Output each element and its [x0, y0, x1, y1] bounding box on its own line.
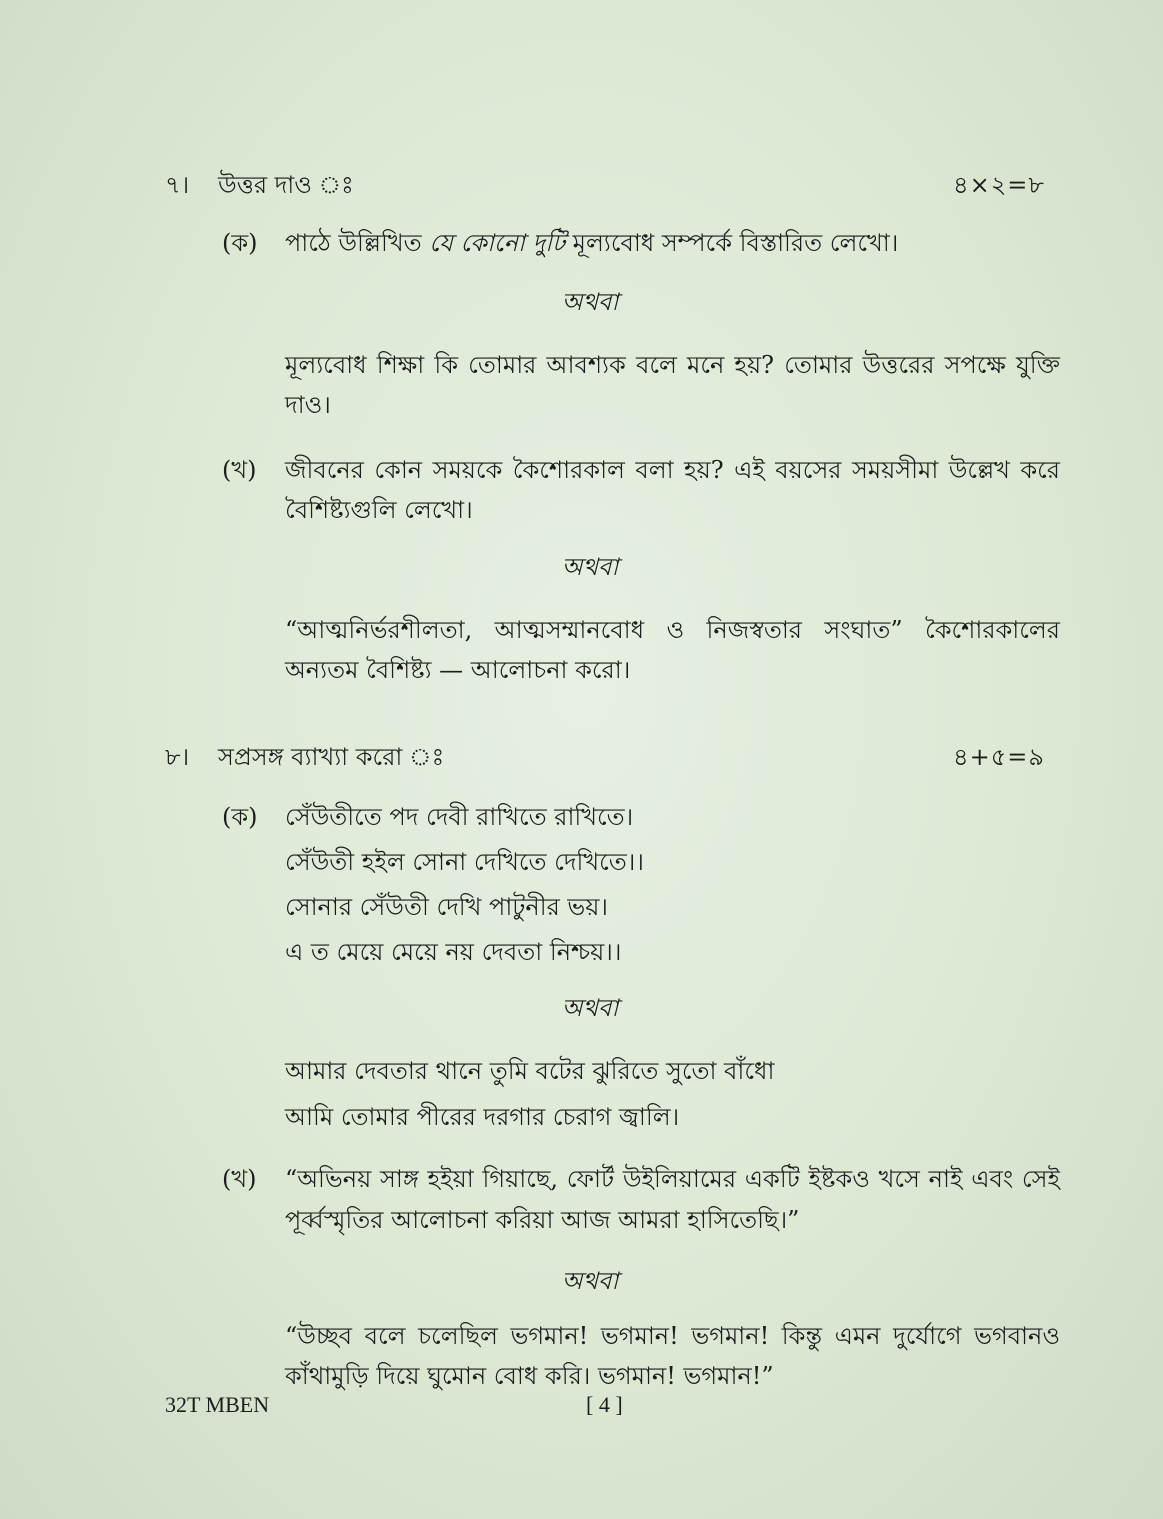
question-7-kha-text: জীবনের কোন সময়কে কৈশোরকাল বলা হয়? এই বয়সের সময়সীমা উল্লেখ করে বৈশিষ্ট্যগুলি লেখো। [285, 456, 1060, 524]
question-7-ka-alternative: মূল্যবোধ শিক্ষা কি তোমার আবশ্যক বলে মনে হয়? তোমার উত্তরের সপক্ষে যুক্তি দাও। [285, 351, 1060, 419]
question-8-kha [222, 1159, 1060, 1241]
question-7-ka-text [285, 223, 1060, 263]
poem-line: সেঁউতী হইল সোনা দেখিতে দেখিতে।। [285, 848, 644, 876]
question-7-ka [222, 223, 1060, 263]
paper-code: 32T MBEN [165, 1392, 270, 1417]
question-7-ka-label: (ক) [222, 229, 258, 257]
question-8-kha-text: “অভিনয় সাঙ্গ হইয়া গিয়াছে, ফোর্ট উইলিয়ামের একটি ইষ্টকও খসে নাই এবং সেই পূর্ব্বস্মৃতির আলোচনা করিয়া আজ আমরা হাসিতেছি।” [285, 1165, 1060, 1234]
question-7-kha-alternative: “আত্মনির্ভরশীলতা, আত্মসম্মানবোধ ও নিজস্বতার সংঘাত” কৈশোরকালের অন্যতম বৈশিষ্ট্য — আলোচনা করো। [285, 616, 1060, 684]
question-8-ka-alternative [285, 1048, 1060, 1140]
question-7-ka-text-italic: যে কোনো দুটি [429, 229, 566, 257]
page-number: [ 4 ] [586, 1392, 623, 1417]
question-7-ka-text-before: পাঠে উল্লিখিত [285, 229, 430, 257]
question-7-marks: ৪×২=৮ [953, 171, 1045, 199]
or-divider: অথবা [561, 1267, 619, 1295]
question-8-marks: ৪+৫=৯ [953, 743, 1045, 771]
poem-line: এ ত মেয়ে মেয়ে নয় দেবতা নিশ্চয়।। [285, 938, 622, 966]
poem-line: সোনার সেঁউতী দেখি পাটুনীর ভয়। [285, 893, 609, 921]
or-divider: অথবা [561, 994, 619, 1022]
question-8-kha-alternative: “উচ্ছব বলে চলেছিল ভগমান! ভগমান! ভগমান! কিন্তু এমন দুর্যোগে ভগবানও কাঁথামুড়ি দিয়ে ঘুমোন বোধ করি। ভগমান! ভগমান!” [285, 1322, 1060, 1390]
question-8-instruction: সপ্রসঙ্গ ব্যাখ্যা করো ঃ [218, 743, 445, 771]
page-content [165, 0, 1060, 1396]
question-8-kha-label: (খ) [222, 1165, 257, 1193]
question-8-ka-label: (ক) [222, 803, 258, 831]
poem-line: আমি তোমার পীরের দরগার চেরাগ জ্বালি। [285, 1103, 680, 1131]
or-divider: অথবা [561, 288, 619, 316]
question-8-number: ৮। [165, 743, 190, 771]
question-8-ka-poem [285, 795, 1060, 975]
poem-line: আমার দেবতার থানে তুমি বটের ঝুরিতে সুতো বাঁধো [285, 1057, 775, 1085]
question-7-kha-label: (খ) [222, 456, 257, 484]
question-8-header [165, 737, 1060, 777]
or-divider: অথবা [561, 553, 619, 581]
question-8-ka [222, 795, 1060, 975]
question-7-kha [222, 450, 1060, 530]
question-7-number: ৭। [165, 171, 190, 199]
question-7-instruction: উত্তর দাও ঃ [218, 171, 354, 199]
poem-line: সেঁউতীতে পদ দেবী রাখিতে রাখিতে। [285, 803, 634, 831]
question-7-ka-text-after: মূল্যবোধ সম্পর্কে বিস্তারিত লেখো। [565, 229, 899, 257]
question-7-header [165, 165, 1060, 205]
